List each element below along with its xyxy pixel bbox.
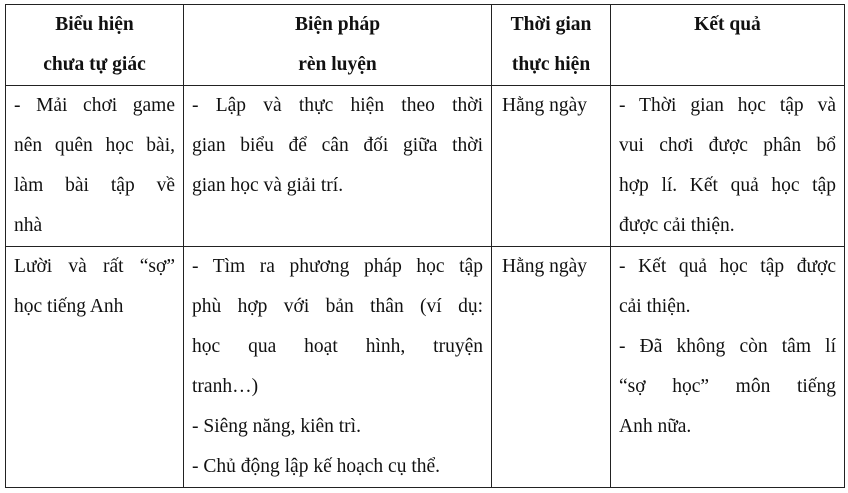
cell-thoi-gian: Hằng ngày [492,247,611,488]
cell-ket-qua: - Thời gian học tập và vui chơi được phân bổ hợp lí. Kết quả học tập được cải thiện. [611,86,845,247]
cell-bien-phap: - Tìm ra phương pháp học tập phù hợp với bản thân (ví dụ: học qua hoạt hình, truyện tranh…) - Siêng năng, kiên trì. - Chủ động lập kế hoạch cụ thể. [184,247,492,488]
cell-bieu-hien: - Mải chơi game nên quên học bài, làm bài tập về nhà [6,86,184,247]
cell-thoi-gian: Hằng ngày [492,86,611,247]
cell-ket-qua: - Kết quả học tập được cải thiện. - Đã không còn tâm lí “sợ học” môn tiếng Anh nữa. [611,247,845,488]
header-bien-phap: Biện pháp rèn luyện [184,5,492,86]
table-row [6,86,845,247]
header-row [6,5,845,86]
cell-bien-phap: - Lập và thực hiện theo thời gian biểu để cân đối giữa thời gian học và giải trí. [184,86,492,247]
plan-table [5,4,845,488]
cell-bieu-hien: Lười và rất “sợ” học tiếng Anh [6,247,184,488]
header-bieu-hien: Biểu hiện chưa tự giác [6,5,184,86]
table-row [6,247,845,488]
header-thoi-gian: Thời gian thực hiện [492,5,611,86]
header-ket-qua: Kết quả [611,5,845,86]
